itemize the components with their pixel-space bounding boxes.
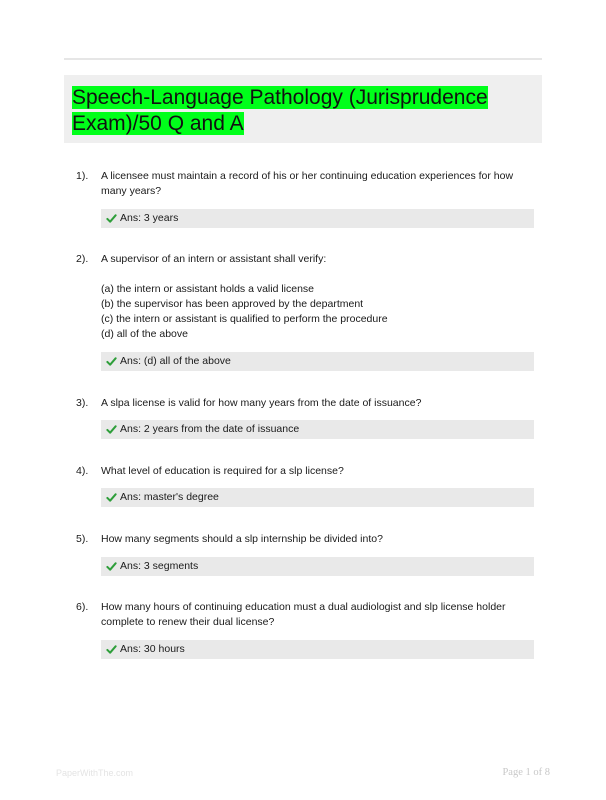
page-title-text: Speech-Language Pathology (Jurisprudence Exam)/50 Q and A xyxy=(72,86,488,135)
top-divider xyxy=(64,58,542,60)
answer-box xyxy=(101,640,534,659)
question-4 xyxy=(76,464,536,509)
check-icon xyxy=(106,356,117,367)
question-text: A slpa license is valid for how many years from the date of issuance? xyxy=(101,397,422,409)
question-number: 2). xyxy=(76,253,89,265)
title-banner xyxy=(64,75,542,143)
question-6 xyxy=(76,600,536,662)
question-text: A supervisor of an intern or assistant shall verify: xyxy=(101,253,327,265)
page-number: Page 1 of 8 xyxy=(502,767,550,778)
check-icon xyxy=(106,561,117,572)
page-title xyxy=(72,85,512,137)
check-icon xyxy=(106,492,117,503)
footer-watermark: PaperWithThe.com xyxy=(56,768,134,778)
answer-box xyxy=(101,352,534,371)
option-d: (d) all of the above xyxy=(101,328,188,340)
question-text: What level of education is required for a slp license? xyxy=(101,465,344,477)
question-number: 1). xyxy=(76,170,89,182)
question-number: 3). xyxy=(76,397,89,409)
answer-box xyxy=(101,420,534,439)
check-icon xyxy=(106,213,117,224)
answer-text: Ans: (d) all of the above xyxy=(120,355,231,367)
question-text: A licensee must maintain a record of his or her continuing education experiences for how many years? xyxy=(101,170,514,197)
question-number: 4). xyxy=(76,465,89,477)
question-number: 5). xyxy=(76,533,89,545)
question-5 xyxy=(76,532,536,577)
question-text: How many segments should a slp internship be divided into? xyxy=(101,533,383,545)
answer-text: Ans: 2 years from the date of issuance xyxy=(120,423,300,435)
answer-box xyxy=(101,557,534,576)
answer-box xyxy=(101,209,534,228)
option-b: (b) the supervisor has been approved by the department xyxy=(101,298,364,310)
check-icon xyxy=(106,424,117,435)
option-c: (c) the intern or assistant is qualified to perform the procedure xyxy=(101,313,388,325)
question-2 xyxy=(76,252,536,374)
answer-text: Ans: 3 years xyxy=(120,212,179,224)
question-text: How many hours of continuing education must a dual audiologist and slp license holder complete to renew their dual license? xyxy=(101,601,506,628)
answer-box xyxy=(101,488,534,507)
question-1 xyxy=(76,169,536,231)
question-3 xyxy=(76,396,536,441)
answer-text: Ans: 30 hours xyxy=(120,643,185,655)
answer-text: Ans: master's degree xyxy=(120,491,219,503)
check-icon xyxy=(106,644,117,655)
option-a: (a) the intern or assistant holds a valid license xyxy=(101,283,315,295)
answer-options xyxy=(101,282,536,342)
answer-text: Ans: 3 segments xyxy=(120,560,199,572)
question-number: 6). xyxy=(76,601,89,613)
